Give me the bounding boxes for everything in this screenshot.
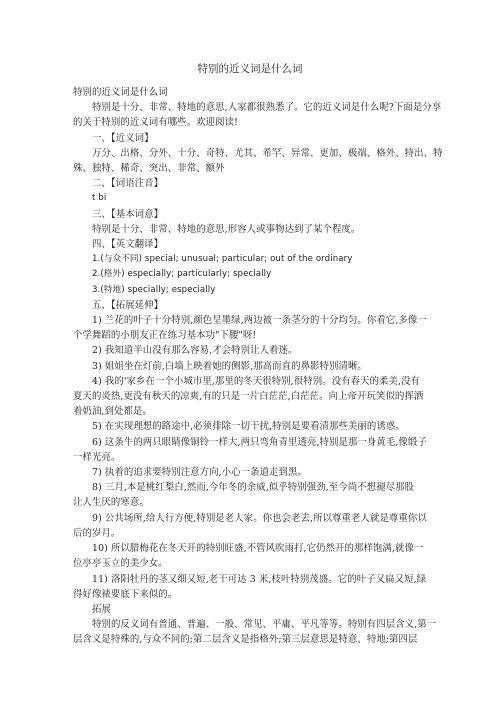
text-line: 3) 姐姐坐在灯前,白墙上映着她的侧影,那高而直的鼻影特别清晰。 bbox=[92, 360, 367, 372]
text-line: 的关于特别的近义词有哪些。欢迎阅读! bbox=[73, 117, 238, 129]
text-line: 特别的近义词是什么词 bbox=[73, 87, 168, 98]
text-line: 万分、出格、分外、十分、奇特、尤其、希罕、异常、更加、极端、格外、特出、特 bbox=[92, 147, 443, 159]
text-line: 一样光亮。 bbox=[73, 451, 121, 463]
text-line: 9) 公共场所,给人行方便,特别是老人家。你也会老去,所以尊重老人就是尊重你以 bbox=[92, 512, 427, 524]
text-line: 2) 我知道半山没有那么容易,才会特别让人着迷。 bbox=[92, 345, 298, 357]
text-line: t bi bbox=[92, 193, 107, 204]
text-line: 特别的反义词有普通、普遍、一般、常见、平庸、平凡等等。特别有四层含义,第一 bbox=[92, 619, 437, 631]
text-line: 3.(特地) specially; especially bbox=[92, 284, 216, 295]
text-line: 二、【词语注音】 bbox=[92, 178, 164, 190]
text-line: 1.(与众不同) special; unusual; particular; out of the ordinary bbox=[92, 254, 353, 265]
document-body bbox=[73, 85, 443, 648]
text-line: 五、【拓展延伸】 bbox=[92, 299, 164, 311]
text-line: 三、【基本词意】 bbox=[92, 208, 164, 220]
text-line: 着奶油,到处都是。 bbox=[73, 406, 152, 418]
text-line: 特别是十分、非常、特地的意思,形容人或事物达到了某个程度。 bbox=[92, 223, 361, 235]
text-line: 位亭亭玉立的美少女。 bbox=[73, 558, 168, 570]
text-line: 让人生厌的寒意。 bbox=[73, 497, 149, 509]
text-line: 1) 兰花的叶子十分特别,颜色呈墨绿,两边被一条茎分的十分均匀。你看它,多像一 bbox=[92, 315, 427, 327]
text-line: 殊、独特、稀奇、突出、非常、额外 bbox=[73, 163, 225, 175]
text-line: 7) 执着的追求要特别注意方向,小心一条道走到黑。 bbox=[92, 467, 307, 479]
document-title: 特别的近义词是什么词 bbox=[197, 63, 303, 75]
text-line: 拓展 bbox=[92, 603, 111, 615]
text-line: 层含义是特殊的,与众不同的;第二层含义是指格外;第三层意思是特意、特地;第四层 bbox=[73, 634, 418, 646]
text-line: 8) 三月,本是桃红梨白,然而,今年冬的余威,似乎特别强劲,至今尚不想褪尽那股 bbox=[92, 482, 415, 494]
text-line: 后的岁月。 bbox=[73, 527, 121, 539]
text-line: 得好像裱要底下来似的。 bbox=[73, 588, 178, 600]
text-line: 5) 在实现理想的路途中,必须排除一切干扰,特别是要看清那些美丽的诱惑。 bbox=[92, 421, 405, 433]
text-line: 四、【英文翻译】 bbox=[92, 239, 164, 251]
text-line: 个学舞蹈的小朋友正在练习基本功"下腰"呀! bbox=[73, 330, 257, 342]
text-line: 6) 这条牛的两只眼睛像铜铃一样大,两只弯角青里透亮,特别是那一身黄毛,像缎子 bbox=[92, 436, 427, 448]
text-line: 10) 所以腊梅花在冬天开的特别旺盛,不管风吹雨打,它仍然开的那样饱满,就像一 bbox=[92, 543, 424, 555]
text-line: 特别是十分、非常、特地的意思,人家都很熟悉了。它的近义词是什么呢?下面是分享 bbox=[92, 102, 442, 114]
text-line: 一、【近义词】 bbox=[92, 132, 154, 144]
text-line: 4) 我的'家乡在一个小城市里,那里的冬天很特别,很特别。没有春天的柔美,没有 bbox=[92, 375, 421, 387]
text-line: 11) 洛阳牡丹的茎又细又短,老干可达 3 米,枝叶特别茂盛。它的叶子又扁又短,绿 bbox=[92, 573, 427, 585]
text-line: 2.(格外) especially; particularly; specially bbox=[92, 269, 272, 280]
text-line: 夏天的炎热,更没有秋天的凉爽,有的只是一片白茫茫,白茫茫。向上帝开玩笑似的挥洒 bbox=[73, 391, 424, 403]
